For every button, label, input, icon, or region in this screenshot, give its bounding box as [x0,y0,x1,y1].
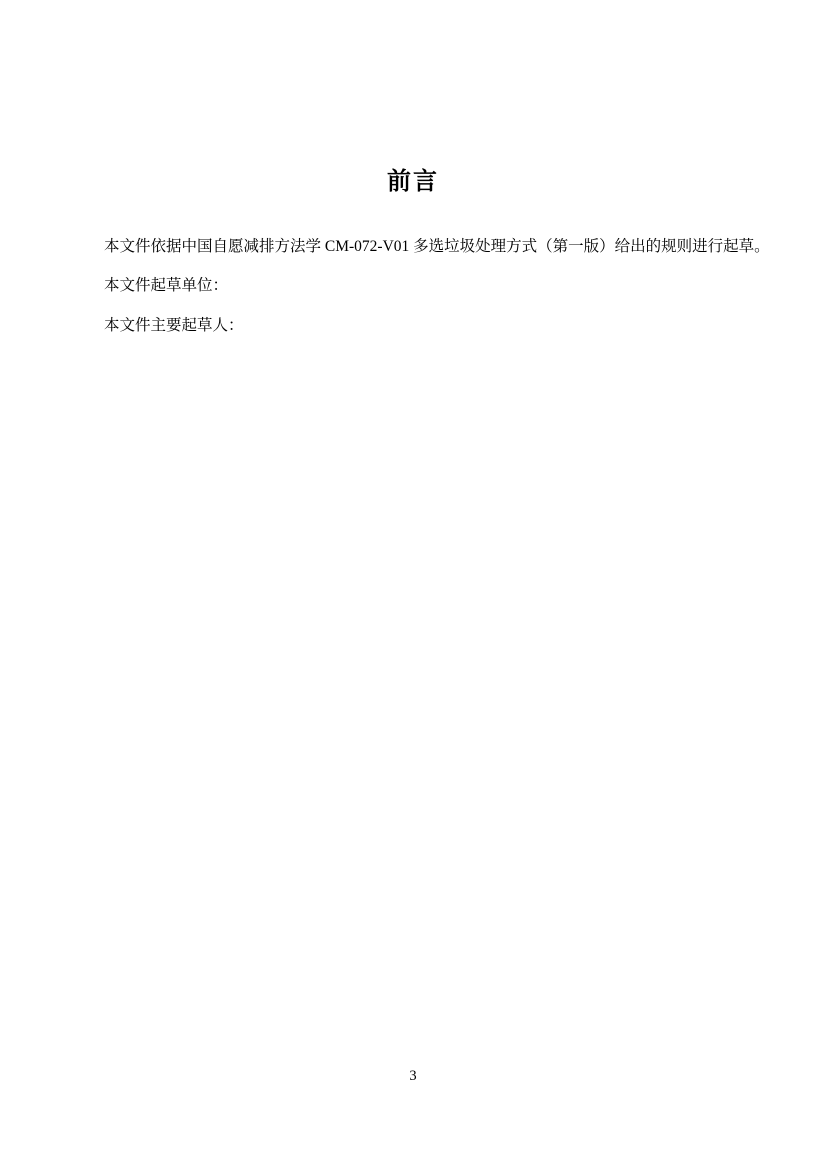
paragraph-1: 本文件依据中国自愿减排方法学 CM-072-V01 多选垃圾处理方式（第一版）给出的规则进行起草。 [104,237,770,255]
foreword-body [104,219,770,353]
page-title: 前言 [387,167,439,195]
paragraph-3: 本文件主要起草人： [104,316,244,334]
paragraph-2: 本文件起草单位： [104,277,229,294]
page-number: 3 [409,1068,417,1084]
